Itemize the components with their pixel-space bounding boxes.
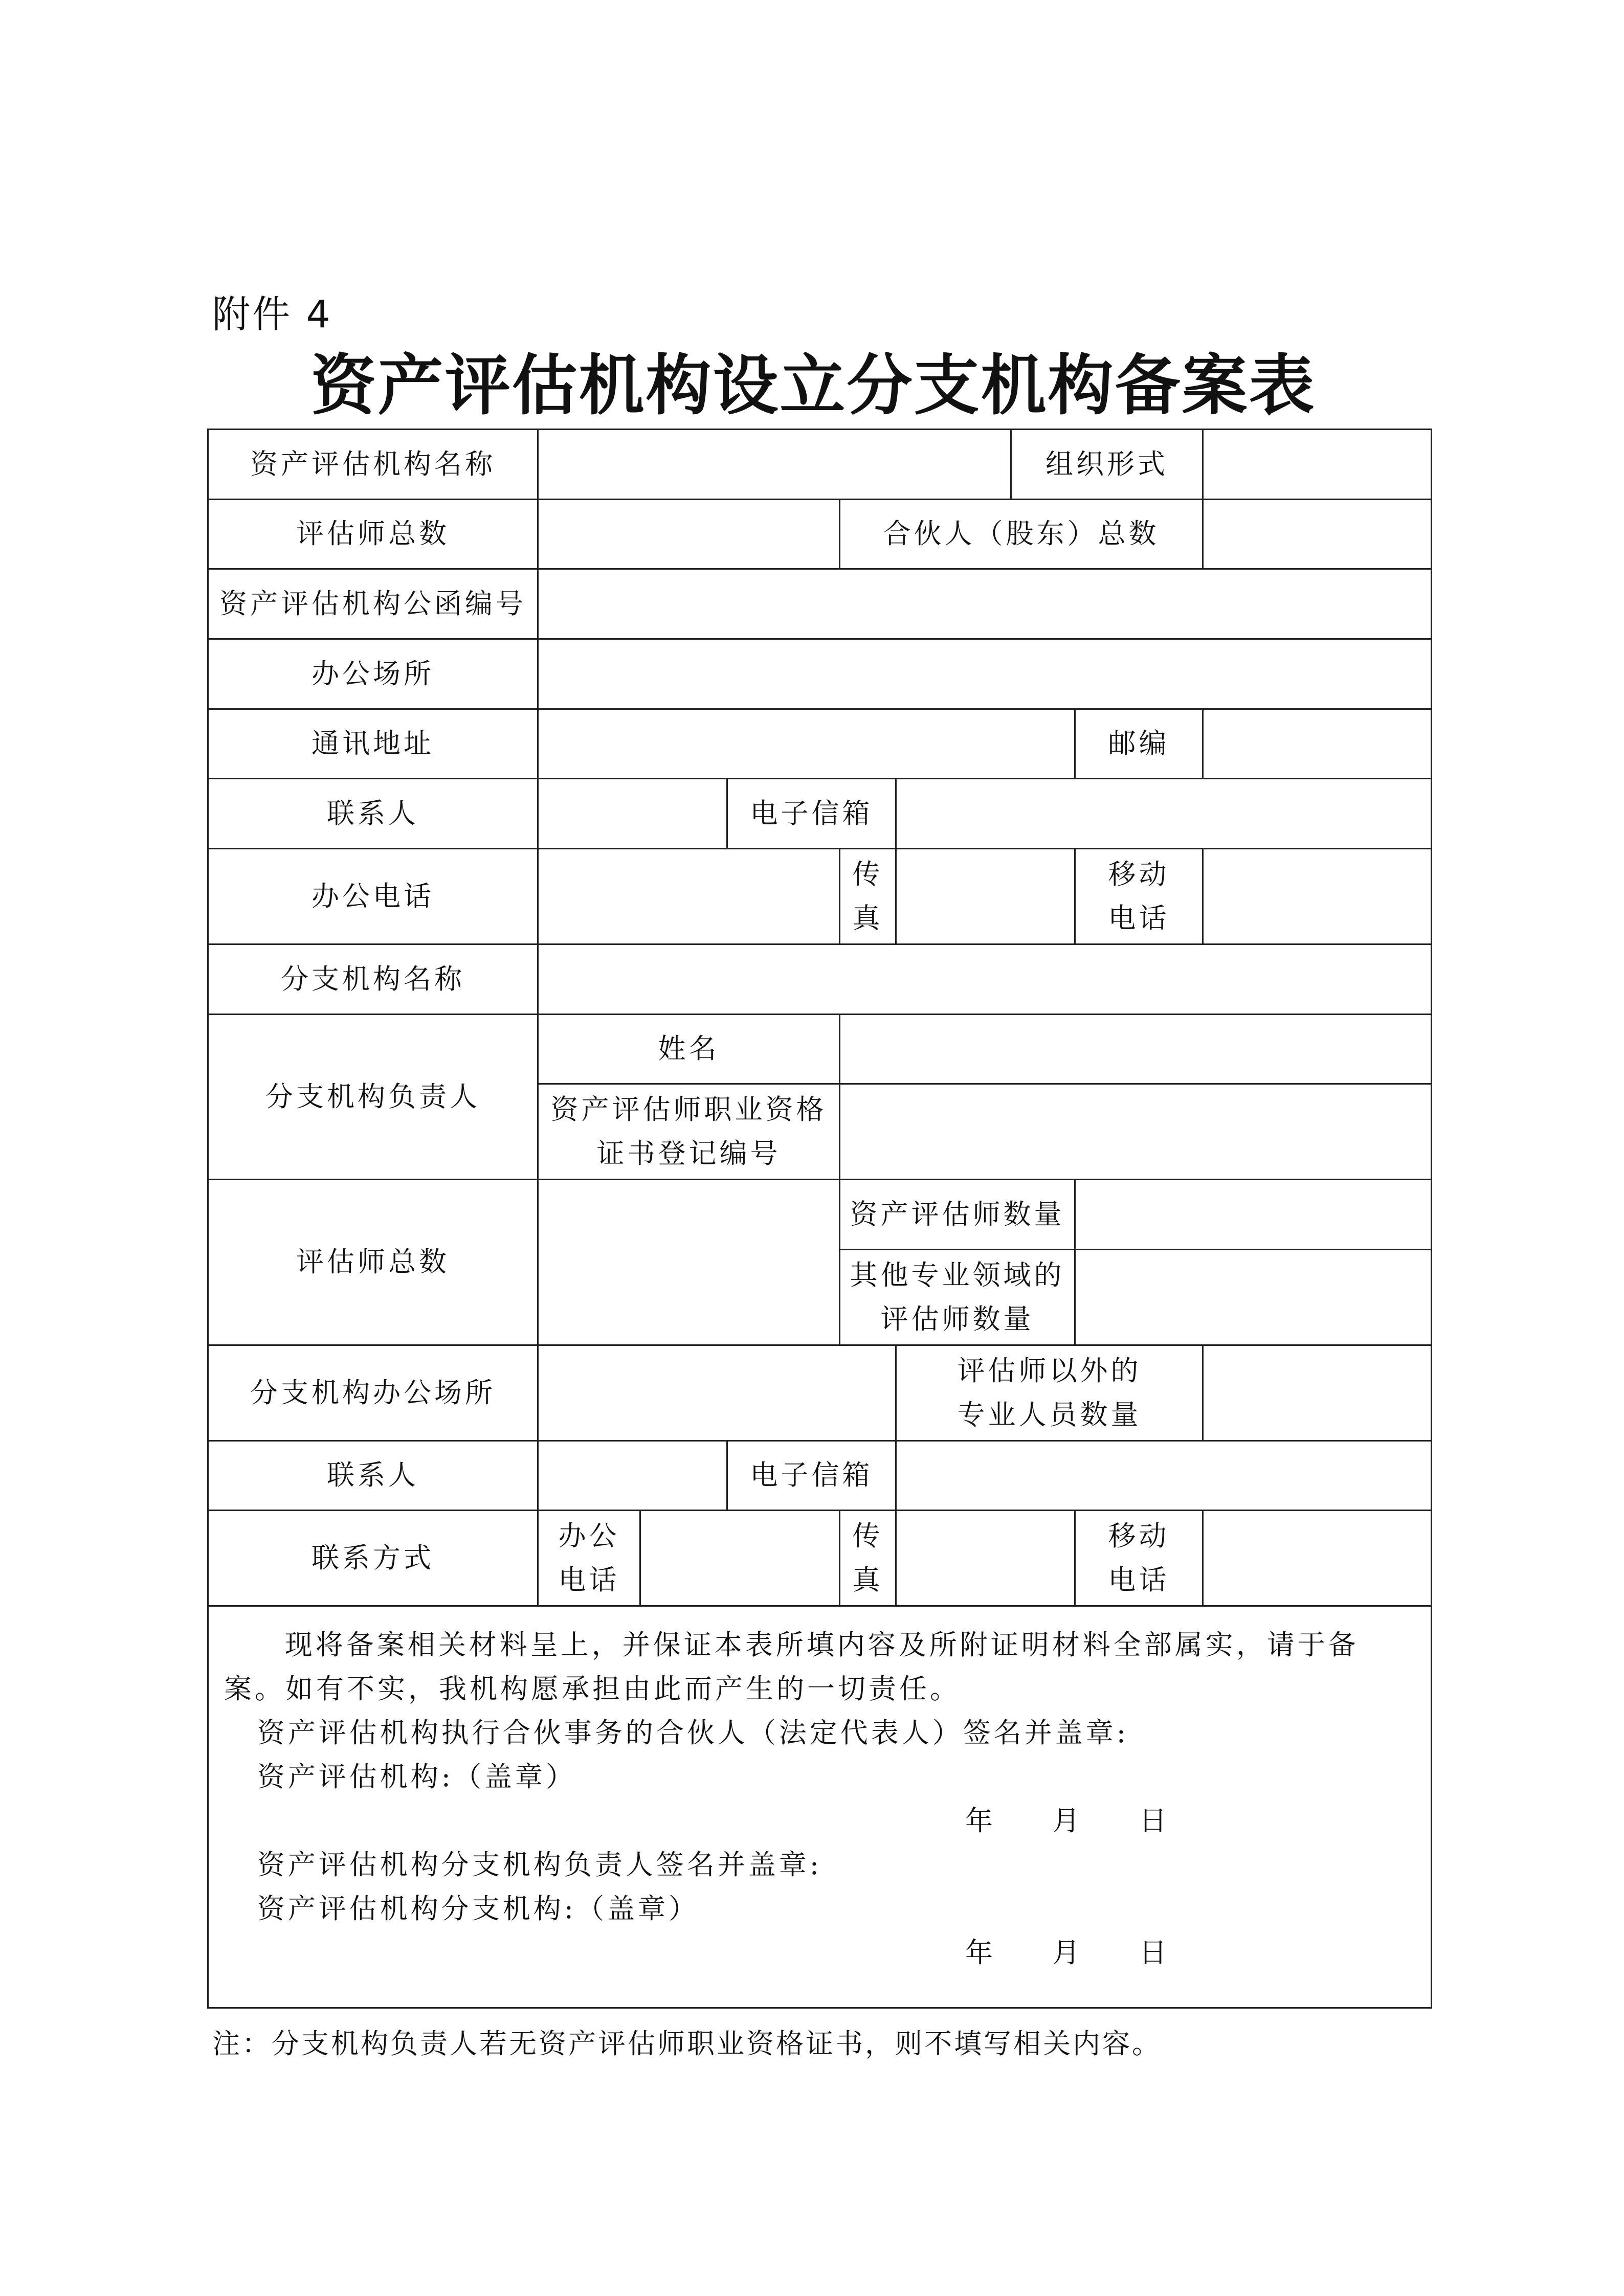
branch-office-label: 分支机构办公场所 — [208, 1345, 538, 1440]
branch-appraiser-total-label: 评估师总数 — [208, 1180, 538, 1345]
contact-method-label: 联系方式 — [208, 1511, 538, 1606]
row-office-location — [208, 639, 1432, 709]
branch-fax-field[interactable] — [896, 1511, 1075, 1606]
partner-signature-line: 资产评估机构执行合伙事务的合伙人（法定代表人）签名并盖章: — [257, 1717, 1129, 1749]
row-branch-office — [208, 1345, 1432, 1440]
asset-appraiser-count-label: 资产评估师数量 — [840, 1180, 1075, 1250]
filing-form-table — [207, 429, 1432, 2009]
row-institution-name — [208, 430, 1432, 500]
postcode-field[interactable] — [1203, 709, 1432, 779]
branch-fax-label: 传真 — [840, 1511, 896, 1606]
row-phones — [208, 848, 1432, 944]
branch-email-field[interactable] — [896, 1440, 1432, 1511]
letter-no-field[interactable] — [538, 569, 1432, 639]
office-location-field[interactable] — [538, 639, 1432, 709]
row-branch-head-name — [208, 1014, 1432, 1084]
row-branch-name — [208, 944, 1432, 1014]
email-label: 电子信箱 — [727, 779, 896, 849]
form-title: 资产评估机构设立分支机构备案表 — [310, 348, 1316, 424]
org-form-label: 组织形式 — [1011, 430, 1203, 500]
office-phone-field[interactable] — [538, 848, 840, 944]
postcode-label: 邮编 — [1075, 709, 1203, 779]
branch-appraiser-total-field[interactable] — [538, 1180, 840, 1345]
branch-mobile-label: 移动 电话 — [1075, 1511, 1203, 1606]
row-contact — [208, 779, 1432, 849]
branch-seal-line: 资产评估机构分支机构:（盖章） — [257, 1893, 699, 1925]
office-location-label: 办公场所 — [208, 639, 538, 709]
row-appraiser-total — [208, 499, 1432, 569]
mailing-address-label: 通讯地址 — [208, 709, 538, 779]
fax-label: 传真 — [840, 848, 896, 944]
branch-mobile-field[interactable] — [1203, 1511, 1432, 1606]
branch-email-label: 电子信箱 — [727, 1440, 896, 1511]
branch-head-label: 分支机构负责人 — [208, 1014, 538, 1180]
letter-no-label: 资产评估机构公函编号 — [208, 569, 538, 639]
org-form-field[interactable] — [1203, 430, 1432, 500]
appraiser-total-label: 评估师总数 — [208, 499, 538, 569]
mobile-field[interactable] — [1203, 848, 1432, 944]
branch-office-phone-field[interactable] — [640, 1511, 840, 1606]
footnote: 注：分支机构负责人若无资产评估师职业资格证书，则不填写相关内容。 — [212, 2028, 1162, 2060]
attachment-label: 附件 4 — [212, 292, 332, 336]
other-field-count-label: 其他专业领域的 评估师数量 — [840, 1249, 1075, 1345]
branch-office-phone-label: 办公 电话 — [538, 1511, 640, 1606]
asset-appraiser-count-field[interactable] — [1075, 1180, 1432, 1250]
institution-name-label: 资产评估机构名称 — [208, 430, 538, 500]
branch-office-field[interactable] — [538, 1345, 896, 1440]
appraiser-total-field[interactable] — [538, 499, 840, 569]
branch-contact-label: 联系人 — [208, 1440, 538, 1511]
cert-no-field[interactable] — [840, 1084, 1432, 1180]
non-appraiser-label: 评估师以外的 专业人员数量 — [896, 1345, 1203, 1440]
row-letter-no — [208, 569, 1432, 639]
declaration-statement: 现将备案相关材料呈上，并保证本表所填内容及所附证明材料全部属实，请于备案。如有不实，我机构愿承担由此而产生的一切责任。 — [224, 1629, 1359, 1705]
partner-total-field[interactable] — [1203, 499, 1432, 569]
row-mailing-address — [208, 709, 1432, 779]
row-contact-method — [208, 1511, 1432, 1606]
other-field-count-field[interactable] — [1075, 1249, 1432, 1345]
institution-name-field[interactable] — [538, 430, 1011, 500]
head-name-field[interactable] — [840, 1014, 1432, 1084]
fax-field[interactable] — [896, 848, 1075, 944]
partner-total-label: 合伙人（股东）总数 — [840, 499, 1203, 569]
branch-head-signature-line: 资产评估机构分支机构负责人签名并盖章: — [257, 1849, 822, 1881]
mobile-label: 移动 电话 — [1075, 848, 1203, 944]
office-phone-label: 办公电话 — [208, 848, 538, 944]
mailing-address-field[interactable] — [538, 709, 1075, 779]
institution-date-line: 年 月 日 — [965, 1805, 1170, 1837]
declaration-cell — [208, 1606, 1432, 2008]
cert-no-label: 资产评估师职业资格 证书登记编号 — [538, 1084, 840, 1180]
head-name-label: 姓名 — [538, 1014, 840, 1084]
institution-seal-line: 资产评估机构:（盖章） — [257, 1761, 576, 1793]
contact-person-field[interactable] — [538, 779, 727, 849]
row-branch-appraisers — [208, 1180, 1432, 1250]
branch-name-field[interactable] — [538, 944, 1432, 1014]
row-declaration — [208, 1606, 1432, 2008]
branch-contact-field[interactable] — [538, 1440, 727, 1511]
row-branch-contact — [208, 1440, 1432, 1511]
non-appraiser-field[interactable] — [1203, 1345, 1432, 1440]
branch-date-line: 年 月 日 — [965, 1937, 1170, 1969]
contact-person-label: 联系人 — [208, 779, 538, 849]
branch-name-label: 分支机构名称 — [208, 944, 538, 1014]
email-field[interactable] — [896, 779, 1432, 849]
